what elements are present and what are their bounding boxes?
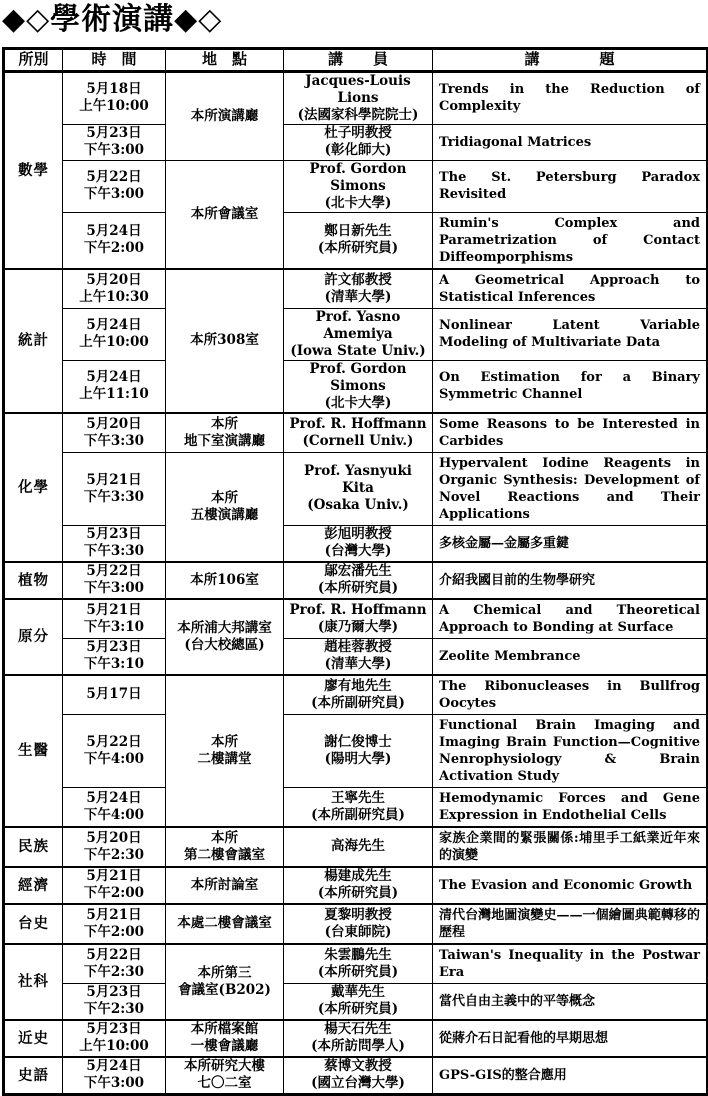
location-line2: 七〇二室 [197, 1075, 252, 1091]
speaker-name: Prof. Yasnyuki Kita [304, 463, 412, 496]
location-line2: (台大校總區) [184, 636, 265, 653]
speaker-name: Jacques-Louis Lions [305, 72, 411, 106]
speaker-name: 王寧先生 [331, 789, 385, 806]
location-line1: 本所浦大邦講室 [177, 619, 272, 636]
topic-text: Functional Brain Imaging and Imaging Brain Function—Cognitive Nenrophysiology & Brain Activation Study [439, 717, 700, 784]
speaker-affiliation: (北卡大學) [324, 194, 392, 211]
speaker-cell [284, 308, 433, 360]
table-row [4, 360, 708, 413]
time-text: 上午10:30 [79, 288, 149, 305]
time-text: 上午10:00 [79, 1038, 149, 1054]
time-cell [63, 562, 166, 599]
page-title: ◆◇學術演講◆◇ [2, 2, 223, 37]
location-line1: 本所研究大樓 [184, 1058, 265, 1074]
time-cell [63, 599, 166, 639]
department-cell: 化學 [4, 413, 63, 562]
speaker-affiliation: (本所訪問學人) [311, 1038, 405, 1054]
topic-text: The Evasion and Economic Growth [439, 877, 693, 893]
speaker-cell [284, 714, 433, 787]
speaker-cell [284, 904, 433, 944]
time-cell [63, 827, 166, 867]
speaker-cell [284, 452, 433, 525]
speaker-cell [284, 867, 433, 904]
topic-text: 多核金屬—金屬多重鍵 [439, 535, 570, 551]
topic-cell [433, 944, 708, 984]
speaker-name: 楊建成先生 [324, 868, 392, 884]
table-row [4, 827, 708, 867]
table-row [4, 71, 708, 124]
speaker-cell [284, 1057, 433, 1095]
speaker-name: 杜子明教授 [324, 125, 392, 141]
location-line2: 地下室演講廳 [184, 432, 265, 449]
date-text: 5月18日 [86, 81, 142, 97]
topic-text: 家族企業間的緊張關係:埔里手工紙業近年來的演變 [439, 830, 700, 863]
location-cell [166, 452, 284, 562]
speaker-cell [284, 599, 433, 639]
location-cell [166, 269, 284, 413]
table-row [4, 212, 708, 269]
department-cell: 台史 [4, 904, 63, 944]
table-row [4, 308, 708, 360]
location-line1: 本所檔案館 [190, 1021, 259, 1037]
speaker-cell [284, 983, 433, 1020]
time-cell [63, 212, 166, 269]
table-row [4, 160, 708, 212]
time-text: 下午3:10 [83, 656, 145, 672]
topic-text: Trends in the Reduction of Complexity [439, 82, 700, 114]
topic-text: A Chemical and Theoretical Approach to Bonding at Surface [439, 602, 700, 635]
time-text: 下午3:30 [83, 543, 145, 559]
topic-cell [433, 787, 708, 827]
table-row [4, 413, 708, 453]
time-cell [63, 413, 166, 453]
speaker-affiliation: (台灣大學) [324, 543, 392, 559]
topic-cell [433, 1020, 708, 1057]
speaker-affiliation: (北卡大學) [324, 394, 392, 411]
time-cell [63, 525, 166, 562]
location-cell [166, 71, 284, 160]
table-row [4, 944, 708, 984]
location-line2: 五樓演講廳 [190, 506, 259, 523]
time-text: 上午10:00 [79, 334, 149, 350]
speaker-name: Prof. R. Hoffmann [289, 415, 427, 432]
table-row [4, 638, 708, 675]
department-cell: 經濟 [4, 867, 63, 904]
speaker-name: 鄭日新先生 [324, 223, 392, 239]
topic-cell [433, 160, 708, 212]
speaker-affiliation: (清華大學) [324, 288, 392, 305]
speaker-name: 廖有地先生 [324, 677, 392, 694]
time-cell [63, 124, 166, 160]
table-row [4, 1020, 708, 1057]
date-text: 5月21日 [86, 906, 142, 923]
location-cell [166, 562, 284, 599]
time-text: 下午2:00 [83, 885, 145, 901]
speaker-name: Prof. Yasno Amemiya [315, 308, 401, 342]
header-topic: 講 題 [433, 48, 708, 71]
speaker-name: 彭旭明教授 [324, 526, 392, 542]
speaker-cell [284, 787, 433, 827]
topic-cell [433, 675, 708, 715]
table-row [4, 525, 708, 562]
time-text: 上午10:00 [79, 98, 149, 114]
time-text: 下午4:00 [83, 806, 145, 823]
location-cell [166, 675, 284, 827]
speaker-cell [284, 638, 433, 675]
time-text: 下午2:30 [83, 846, 145, 863]
table-row [4, 1057, 708, 1095]
time-text: 下午3:30 [83, 432, 145, 449]
location-line1: 本所 [211, 415, 238, 432]
speaker-name: Prof. R. Hoffmann [289, 601, 427, 618]
time-cell [63, 867, 166, 904]
speaker-cell [284, 675, 433, 715]
speaker-affiliation: (國立台灣大學) [311, 1075, 405, 1091]
table-row [4, 124, 708, 160]
date-text: 5月20日 [86, 829, 142, 846]
time-text: 下午2:00 [83, 240, 145, 256]
speaker-name: 許文郁教授 [324, 271, 392, 288]
department-cell: 社科 [4, 944, 63, 1020]
speaker-affiliation: (本所研究員) [317, 1001, 399, 1017]
speaker-cell [284, 562, 433, 599]
location-cell [166, 160, 284, 269]
location-line2: 會議室(B202) [178, 981, 271, 998]
speaker-affiliation: (彰化師大) [324, 142, 392, 158]
topic-cell [433, 452, 708, 525]
time-cell [63, 452, 166, 525]
table-row [4, 269, 708, 309]
topic-cell [433, 308, 708, 360]
speaker-affiliation: (本所研究員) [317, 963, 399, 980]
location-line2: 二樓講堂 [197, 750, 252, 767]
speaker-affiliation: (Osaka Univ.) [307, 497, 409, 513]
speaker-cell [284, 944, 433, 984]
date-text: 5月24日 [86, 223, 142, 239]
speaker-cell [284, 160, 433, 212]
location-line1: 本所308室 [190, 332, 259, 348]
time-cell [63, 904, 166, 944]
speaker-name: 朱雲鵬先生 [324, 946, 392, 963]
location-line1: 本所106室 [190, 571, 259, 588]
topic-cell [433, 124, 708, 160]
speaker-name: 鄔宏潘先生 [324, 563, 392, 579]
speaker-cell [284, 827, 433, 867]
speaker-name: 夏黎明教授 [324, 906, 392, 923]
department-cell: 民族 [4, 827, 63, 867]
date-text: 5月21日 [86, 601, 142, 618]
table-row [4, 675, 708, 715]
speaker-cell [284, 1020, 433, 1057]
department-cell: 數學 [4, 71, 63, 269]
time-cell [63, 1020, 166, 1057]
location-line2: 第二樓會議室 [184, 846, 265, 863]
date-text: 5月22日 [86, 169, 142, 185]
topic-text: Hemodynamic Forces and Gene Expression in Endothelial Cells [439, 790, 700, 823]
date-text: 5月23日 [86, 1021, 142, 1037]
speaker-affiliation: (清華大學) [324, 656, 392, 672]
header-row [4, 48, 708, 71]
department-cell: 原分 [4, 599, 63, 675]
topic-text: The Ribonucleases in Bullfrog Oocytes [439, 678, 700, 711]
table-row [4, 787, 708, 827]
location-cell [166, 904, 284, 944]
date-text: 5月20日 [86, 415, 142, 432]
date-text: 5月22日 [86, 563, 142, 579]
time-cell [63, 160, 166, 212]
date-text: 5月23日 [86, 984, 142, 1000]
speaker-cell [284, 71, 433, 124]
topic-text: Some Reasons to be Interested in Carbides [439, 416, 700, 449]
table-row [4, 983, 708, 1020]
table-row [4, 714, 708, 787]
location-cell [166, 413, 284, 453]
topic-text: 清代台灣地圖演變史——一個繪圖典範轉移的歷程 [439, 907, 700, 940]
topic-text: Tridiagonal Matrices [439, 134, 592, 150]
date-text: 5月20日 [86, 271, 142, 288]
topic-text: Hypervalent Iodine Reagents in Organic Synthesis: Development of Novel Reactions and Their Applications [439, 455, 700, 522]
time-text: 下午3:00 [83, 1075, 145, 1091]
speaker-affiliation: (陽明大學) [324, 750, 392, 767]
time-text: 下午4:00 [83, 750, 145, 767]
speaker-name: 謝仁俊博士 [324, 733, 392, 750]
location-cell [166, 867, 284, 904]
topic-cell [433, 413, 708, 453]
speaker-affiliation: (本所副研究員) [311, 806, 405, 823]
time-text: 下午2:00 [83, 923, 145, 940]
department-cell: 生醫 [4, 675, 63, 827]
topic-text: The St. Petersburg Paradox Revisited [439, 170, 700, 202]
topic-cell [433, 714, 708, 787]
department-cell: 植物 [4, 562, 63, 599]
speaker-cell [284, 124, 433, 160]
time-cell [63, 714, 166, 787]
location-cell [166, 1057, 284, 1095]
location-line1: 本所 [211, 733, 238, 750]
time-cell [63, 675, 166, 715]
topic-text: GPS-GIS的整合應用 [439, 1067, 567, 1083]
header-location: 地 點 [166, 48, 284, 71]
topic-text: On Estimation for a Binary Symmetric Channel [439, 370, 700, 402]
time-cell [63, 983, 166, 1020]
time-text: 下午2:30 [83, 963, 145, 980]
time-cell [63, 71, 166, 124]
speaker-affiliation: (康乃爾大學) [317, 618, 399, 635]
date-text: 5月24日 [86, 317, 142, 333]
topic-cell [433, 867, 708, 904]
speaker-cell [284, 360, 433, 413]
topic-text: Rumin's Complex and Parametrization of Contact Diffeomporphisms [439, 215, 700, 265]
time-cell [63, 360, 166, 413]
department-cell: 史語 [4, 1057, 63, 1095]
topic-text: 當代自由主義中的平等概念 [439, 993, 596, 1009]
location-line1: 本所 [211, 829, 238, 846]
topic-cell [433, 269, 708, 309]
topic-cell [433, 1057, 708, 1095]
speaker-name: 戴華先生 [331, 984, 385, 1000]
table-row [4, 904, 708, 944]
speaker-affiliation: (本所研究員) [317, 580, 399, 596]
speaker-affiliation: (Iowa State Univ.) [290, 342, 426, 359]
date-text: 5月24日 [86, 369, 142, 385]
time-text: 下午3:00 [83, 142, 145, 158]
location-line2: 一樓會議廳 [190, 1038, 259, 1054]
date-text: 5月22日 [86, 946, 142, 963]
location-line1: 本所演講廳 [190, 107, 259, 124]
speaker-name: Prof. Gordon Simons [309, 360, 407, 394]
speaker-affiliation: (本所副研究員) [311, 694, 405, 711]
location-cell [166, 944, 284, 1020]
time-text: 下午3:10 [83, 618, 145, 635]
speaker-cell [284, 269, 433, 309]
date-text: 5月23日 [86, 125, 142, 141]
location-line1: 本處二樓會議室 [177, 915, 272, 931]
speaker-affiliation: (本所研究員) [317, 885, 399, 901]
table-row [4, 562, 708, 599]
location-cell [166, 599, 284, 675]
date-text: 5月24日 [86, 789, 142, 806]
topic-cell [433, 525, 708, 562]
topic-cell [433, 827, 708, 867]
speaker-cell [284, 212, 433, 269]
topic-cell [433, 360, 708, 413]
speaker-affiliation: (台東師院) [324, 923, 392, 940]
time-cell [63, 638, 166, 675]
department-cell: 近史 [4, 1020, 63, 1057]
topic-text: Nonlinear Latent Variable Modeling of Multivariate Data [439, 318, 700, 350]
location-cell [166, 1020, 284, 1057]
topic-text: 介紹我國目前的生物學研究 [439, 572, 596, 588]
time-cell [63, 308, 166, 360]
topic-cell [433, 638, 708, 675]
speaker-affiliation: (Cornell Univ.) [302, 432, 414, 449]
header-department: 所別 [4, 48, 63, 71]
department-cell: 統計 [4, 269, 63, 413]
topic-cell [433, 599, 708, 639]
time-text: 下午3:30 [83, 488, 145, 505]
speaker-name: 楊天石先生 [324, 1021, 392, 1037]
topic-text: 從蔣介石日記看他的早期思想 [439, 1030, 609, 1046]
topic-cell [433, 904, 708, 944]
time-cell [63, 269, 166, 309]
table-row [4, 452, 708, 525]
topic-cell [433, 71, 708, 124]
date-text: 5月21日 [86, 471, 142, 488]
topic-cell [433, 983, 708, 1020]
header-speaker: 講 員 [284, 48, 433, 71]
table-row [4, 599, 708, 639]
date-text: 5月23日 [86, 526, 142, 542]
topic-cell [433, 562, 708, 599]
time-text: 下午3:00 [83, 580, 145, 596]
time-text: 上午11:10 [79, 386, 149, 402]
location-line1: 本所討論室 [190, 876, 259, 893]
speaker-cell [284, 413, 433, 453]
speaker-name: 高海先生 [331, 838, 385, 854]
topic-cell [433, 212, 708, 269]
speaker-name: 蔡博文教授 [324, 1058, 392, 1074]
time-text: 下午2:30 [83, 1001, 145, 1017]
location-line1: 本所會議室 [190, 205, 259, 222]
topic-text: A Geometrical Approach to Statistical Inferences [439, 272, 700, 305]
speaker-name: Prof. Gordon Simons [309, 160, 407, 194]
location-cell [166, 827, 284, 867]
topic-text: Zeolite Membrance [439, 648, 581, 664]
time-cell [63, 1057, 166, 1095]
lectures-table [2, 47, 708, 1096]
time-cell [63, 944, 166, 984]
time-cell [63, 787, 166, 827]
speaker-name: 趙桂蓉教授 [324, 639, 392, 655]
location-line1: 本所 [211, 489, 238, 506]
date-text: 5月24日 [86, 1058, 142, 1074]
date-text: 5月21日 [86, 868, 142, 884]
header-time: 時 間 [63, 48, 166, 71]
time-text: 下午3:00 [83, 186, 145, 202]
date-text: 5月23日 [86, 639, 142, 655]
location-line1: 本所第三 [197, 964, 252, 981]
speaker-cell [284, 525, 433, 562]
date-text: 5月17日 [86, 686, 142, 702]
speaker-affiliation: (法國家科學院院士) [297, 106, 419, 123]
speaker-affiliation: (本所研究員) [317, 240, 399, 256]
topic-text: Taiwan's Inequality in the Postwar Era [439, 947, 700, 980]
date-text: 5月22日 [86, 733, 142, 750]
table-row [4, 867, 708, 904]
